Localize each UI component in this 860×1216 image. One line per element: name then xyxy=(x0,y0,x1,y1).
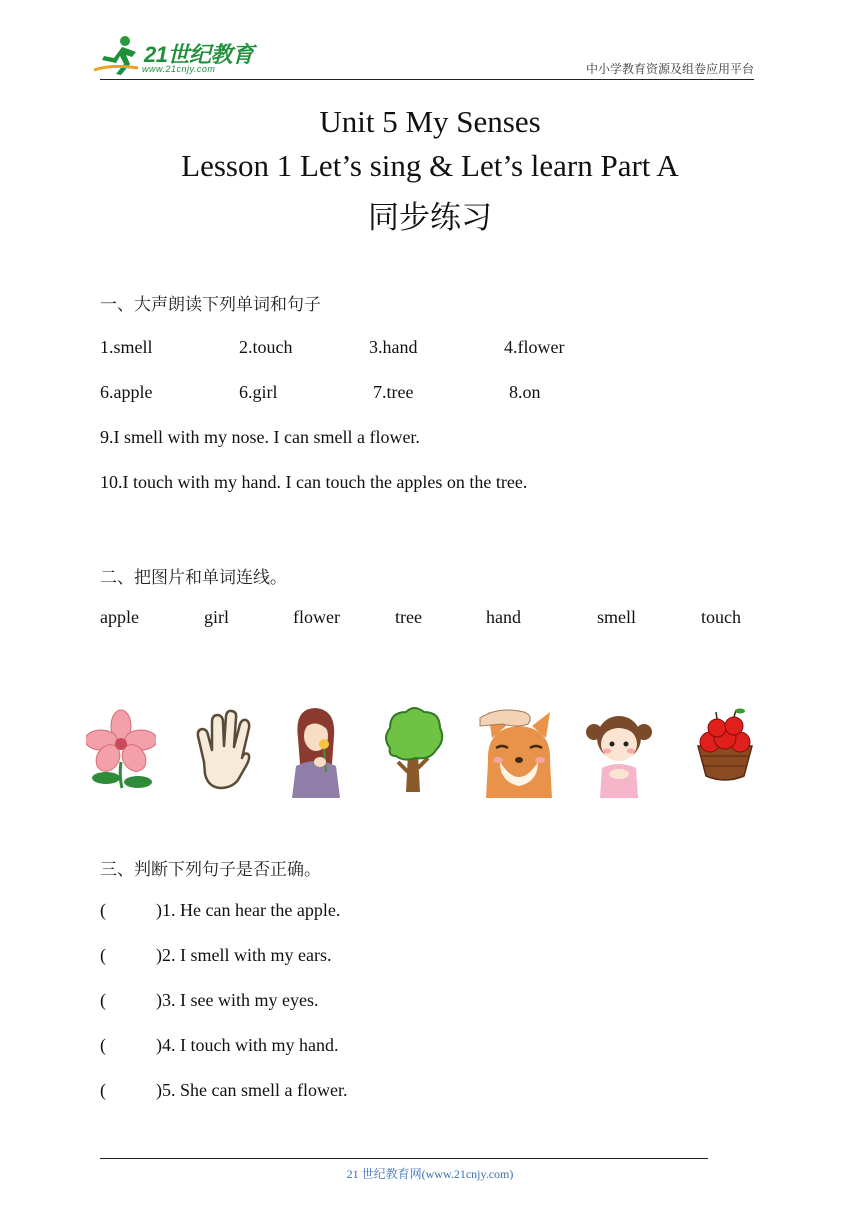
judgment-sentence: )5. She can smell a flower. xyxy=(156,1080,348,1100)
section3-heading: 三、判断下列句子是否正确。 xyxy=(100,860,321,880)
match-word: tree xyxy=(395,607,422,627)
exercise-title: 同步练习 xyxy=(368,200,492,236)
lesson-title: Lesson 1 Let’s sing & Let’s learn Part A xyxy=(181,148,679,183)
word-item: 6.girl xyxy=(239,382,278,402)
answer-paren[interactable]: ( xyxy=(100,900,106,920)
unit-title: Unit 5 My Senses xyxy=(319,104,541,139)
word-item: 7.tree xyxy=(373,382,414,402)
word-item: 8.on xyxy=(509,382,541,402)
answer-paren[interactable]: ( xyxy=(100,1080,106,1100)
logo-url: www.21cnjy.com xyxy=(142,64,216,74)
section1-heading: 一、大声朗读下列单词和句子 xyxy=(100,295,321,315)
judgment-sentence: )2. I smell with my ears. xyxy=(156,945,332,965)
match-word: girl xyxy=(204,607,229,627)
section2-heading: 二、把图片和单词连线。 xyxy=(100,568,287,588)
footer-link[interactable]: 21 世纪教育网(www.21cnjy.com) xyxy=(346,1167,514,1181)
tree-image xyxy=(380,702,446,798)
flower-image xyxy=(86,702,156,798)
match-word: touch xyxy=(701,607,741,627)
word-item: 6.apple xyxy=(100,382,153,402)
answer-paren[interactable]: ( xyxy=(100,945,106,965)
site-logo xyxy=(92,34,262,80)
match-word: apple xyxy=(100,607,139,627)
sentence-item: 9.I smell with my nose. I can smell a flower. xyxy=(100,427,420,447)
judgment-sentence: )4. I touch with my hand. xyxy=(156,1035,339,1055)
site-label: 中小学教育资源及组卷应用平台 xyxy=(585,62,754,76)
word-item: 4.flower xyxy=(504,337,565,357)
girl-image xyxy=(586,702,652,798)
sentence-item: 10.I touch with my hand. I can touch the apples on the tree. xyxy=(100,472,528,492)
dog-being-touched-image xyxy=(478,702,560,798)
word-item: 2.touch xyxy=(239,337,293,357)
judgment-sentence: )3. I see with my eyes. xyxy=(156,990,319,1010)
girl-smelling-flower-image xyxy=(288,702,340,798)
header-divider xyxy=(100,79,754,80)
match-word: flower xyxy=(293,607,340,627)
judgment-sentence: )1. He can hear the apple. xyxy=(156,900,341,920)
answer-paren[interactable]: ( xyxy=(100,990,106,1010)
match-word: hand xyxy=(486,607,521,627)
word-item: 3.hand xyxy=(369,337,418,357)
apples-basket-image xyxy=(692,702,758,798)
runner-logo-icon xyxy=(92,34,142,76)
match-word: smell xyxy=(597,607,636,627)
logo-text: 21世纪教育 xyxy=(144,42,254,67)
word-item: 1.smell xyxy=(100,337,153,357)
footer-divider xyxy=(100,1158,708,1159)
answer-paren[interactable]: ( xyxy=(100,1035,106,1055)
hand-image xyxy=(188,702,254,798)
